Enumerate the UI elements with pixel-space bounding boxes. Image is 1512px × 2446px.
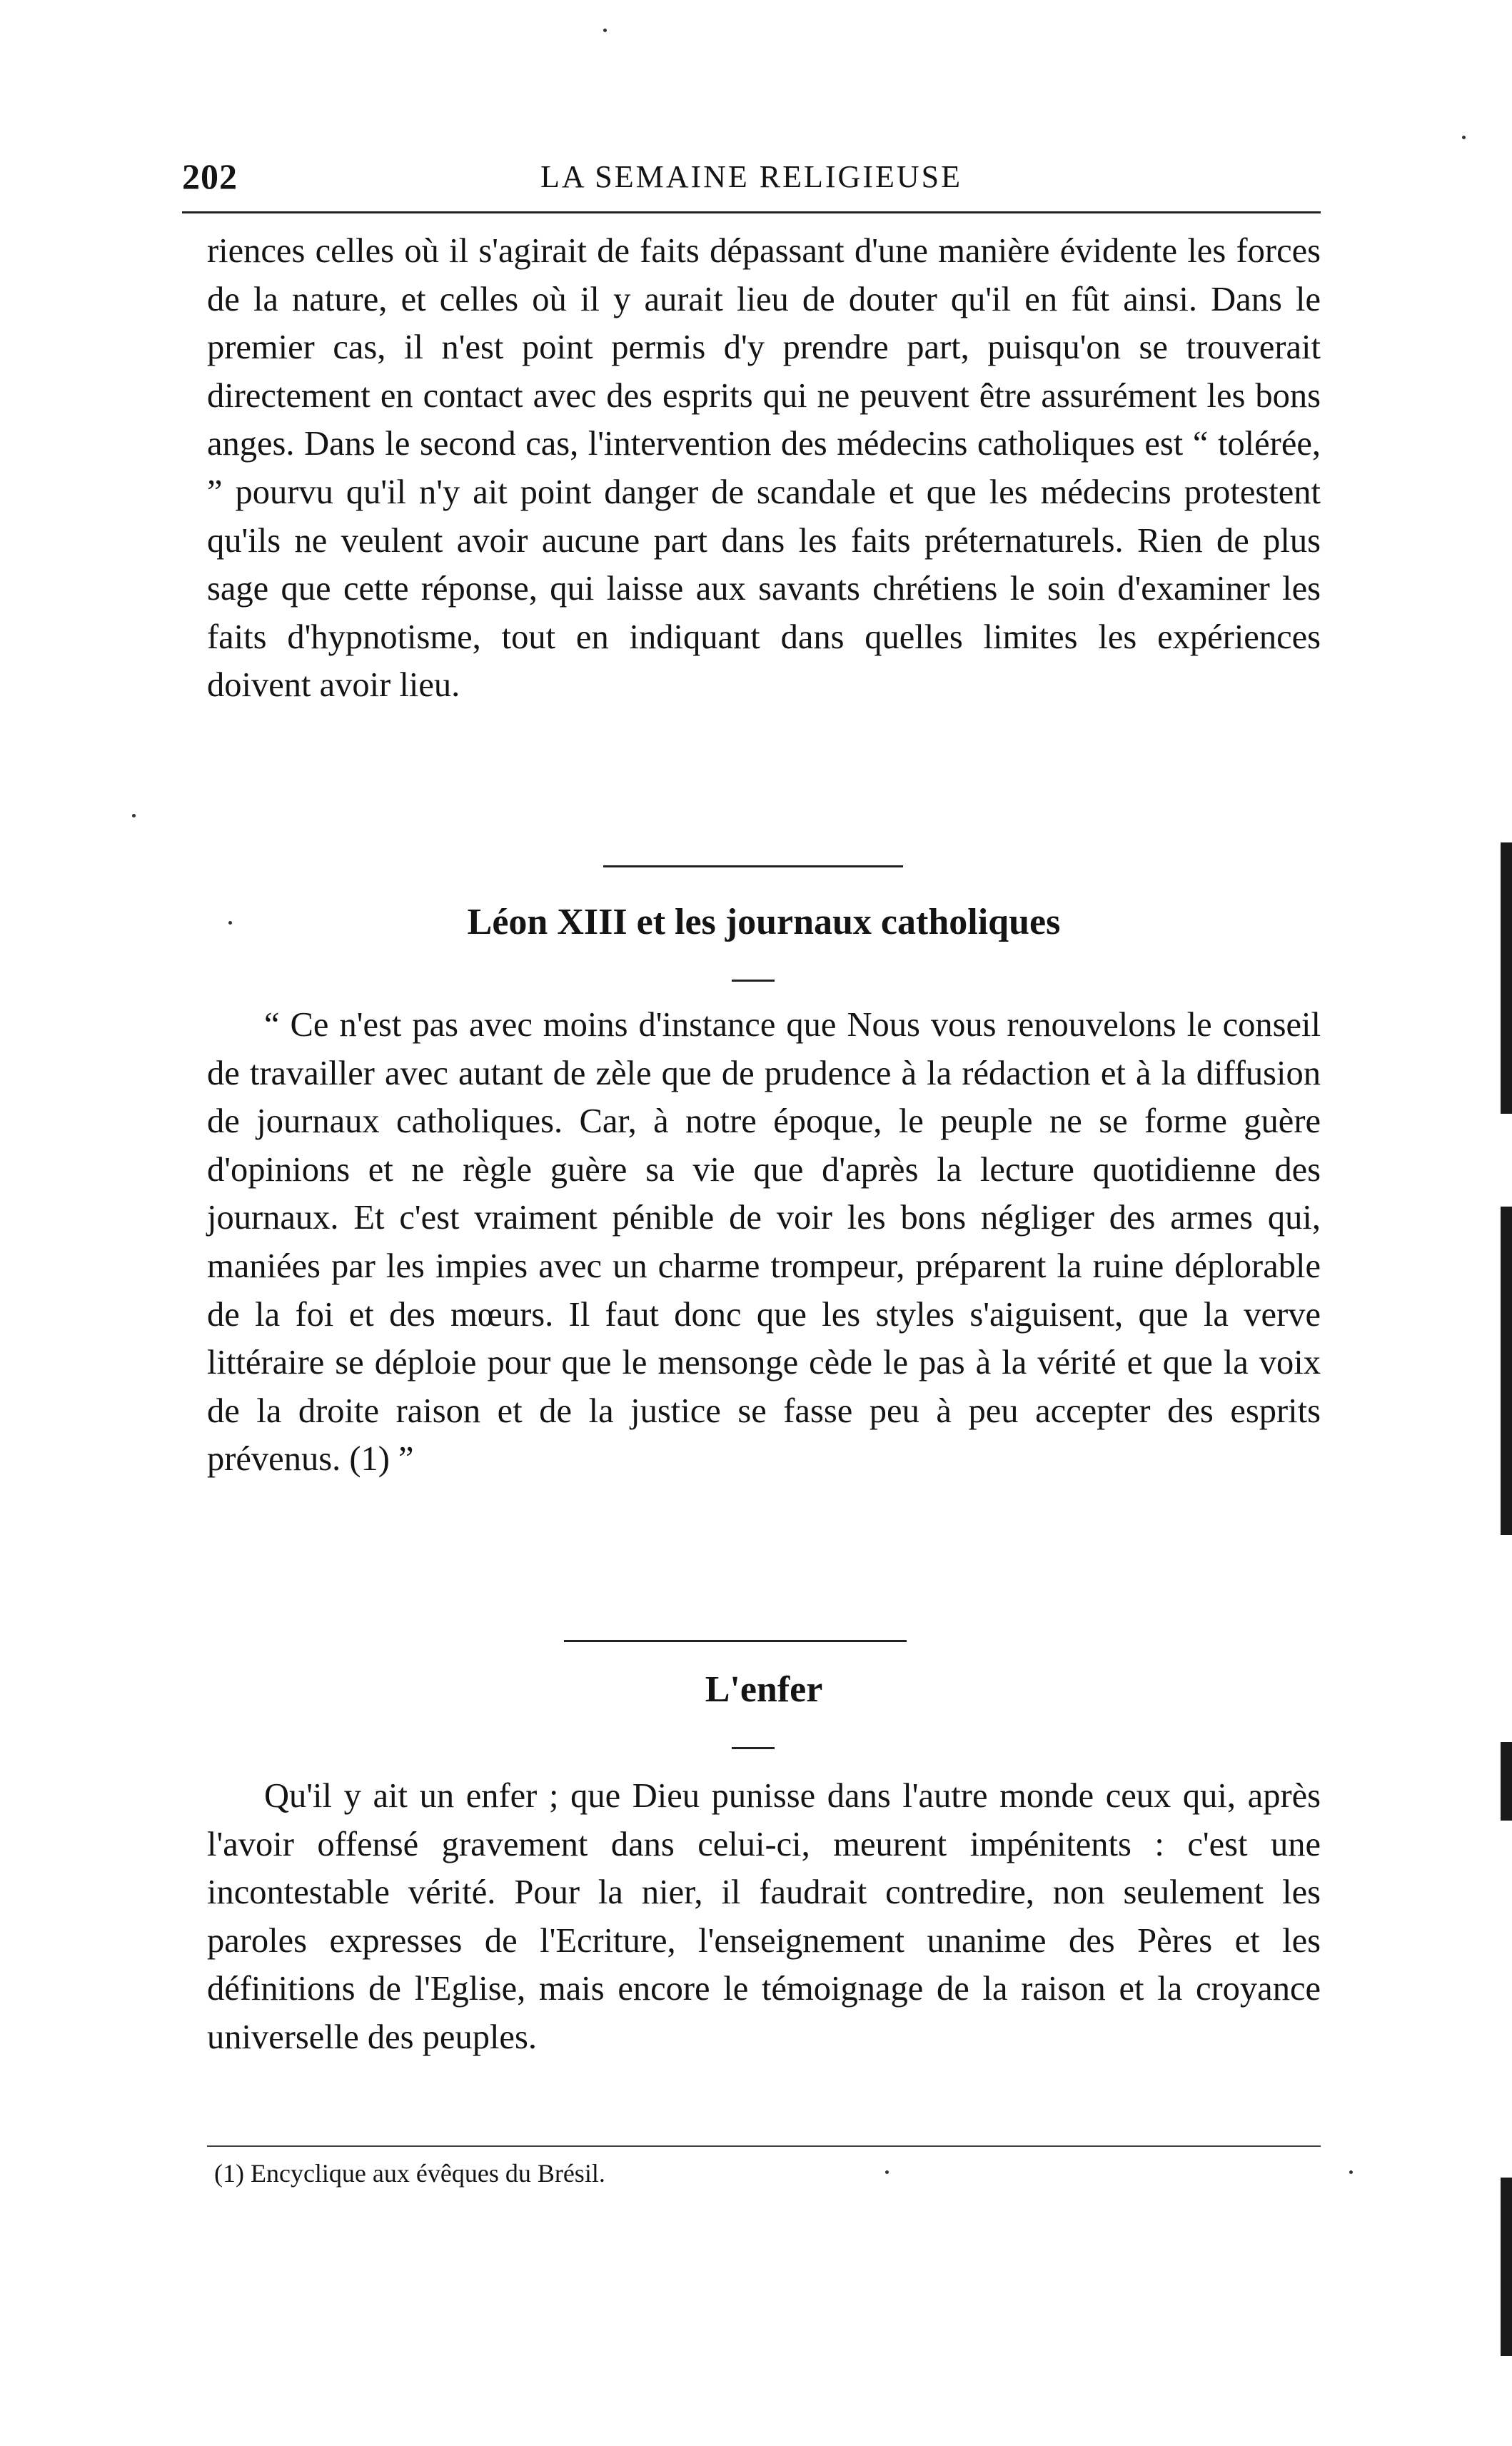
scan-edge-mark — [1501, 842, 1512, 1114]
footnote: (1) Encyclique aux évêques du Brésil. — [214, 2159, 605, 2188]
page-number: 202 — [182, 156, 238, 196]
scan-speck — [885, 2170, 889, 2174]
header-rule — [182, 211, 1321, 213]
scan-edge-mark — [1501, 1742, 1512, 1821]
intro-block — [207, 227, 1321, 710]
section-separator-rule — [564, 1640, 907, 1642]
section-separator-rule — [603, 865, 903, 867]
section-title-leon-xiii: Léon XIII et les journaux catholiques — [467, 902, 1061, 942]
scan-speck — [132, 814, 136, 817]
scan-speck — [1462, 136, 1466, 139]
section-title-dash — [732, 1747, 775, 1749]
scan-edge-mark — [1501, 1207, 1512, 1535]
intro-paragraph: riences celles où il s'agirait de faits dépassant d'une manière évidente les forces de la nature, et celles où il y aurait lieu de douter qu'il en fût ainsi. Dans le premier cas, il n'est point permis d'y prendre part, puisqu'on se trouverait directement en contact avec des esprits qui ne peuvent être assurément les bons anges. Dans le second cas, l'intervention des médecins catholiques est “ tolérée, ” pourvu qu'il n'y ait point danger de scandale et que les médecins protestent qu'ils ne veulent avoir aucune part dans les faits préternaturels. Rien de plus sage que cette réponse, qui laisse aux savants chrétiens le soin d'examiner les faits d'hypnotisme, tout en indiquant dans quelles limites les expériences doivent avoir lieu. — [207, 232, 1321, 705]
section-title-dash — [732, 980, 775, 982]
scan-edge-mark — [1501, 2178, 1512, 2356]
scan-speck — [228, 921, 232, 925]
leon-xiii-paragraph: “ Ce n'est pas avec moins d'instance que Nous vous renouvelons le conseil de travailler avec autant de zèle que de prudence à la rédaction et à la diffusion de journaux catholiques. Car, à notre époque, le peuple ne se forme guère d'opinions et ne règle guère sa vie que d'après la lecture quotidienne des journaux. Et c'est vraiment pénible de voir les bons négliger des armes qui, maniées par les impies avec un charme trompeur, préparent la ruine déplorable de la foi et des mœurs. Il faut donc que les styles s'aiguisent, que la verve littéraire se déploie pour que le mensonge cède le pas à la vérité et que la voix de la droite raison et de la justice se fasse peu à peu accepter des esprits prévenus. (1) ” — [207, 1006, 1321, 1479]
section-enfer-body — [207, 1772, 1321, 2062]
section-leon-xiii-body — [207, 1001, 1321, 1484]
scan-speck — [1349, 2170, 1353, 2174]
section-title-enfer: L'enfer — [705, 1669, 823, 1710]
page-header — [182, 156, 1321, 198]
scan-speck — [603, 29, 607, 32]
footnote-rule — [207, 2145, 1321, 2147]
running-title: LA SEMAINE RELIGIEUSE — [540, 159, 962, 194]
enfer-paragraph: Qu'il y ait un enfer ; que Dieu punisse dans l'autre monde ceux qui, après l'avoir offensé gravement dans celui-ci, meurent impénitents : c'est une incontestable vérité. Pour la nier, il faudrait contredire, non seulement les paroles expresses de l'Ecriture, l'enseignement unanime des Pères et les définitions de l'Eglise, mais encore le témoignage de la raison et la croyance universelle des peuples. — [207, 1777, 1321, 2056]
